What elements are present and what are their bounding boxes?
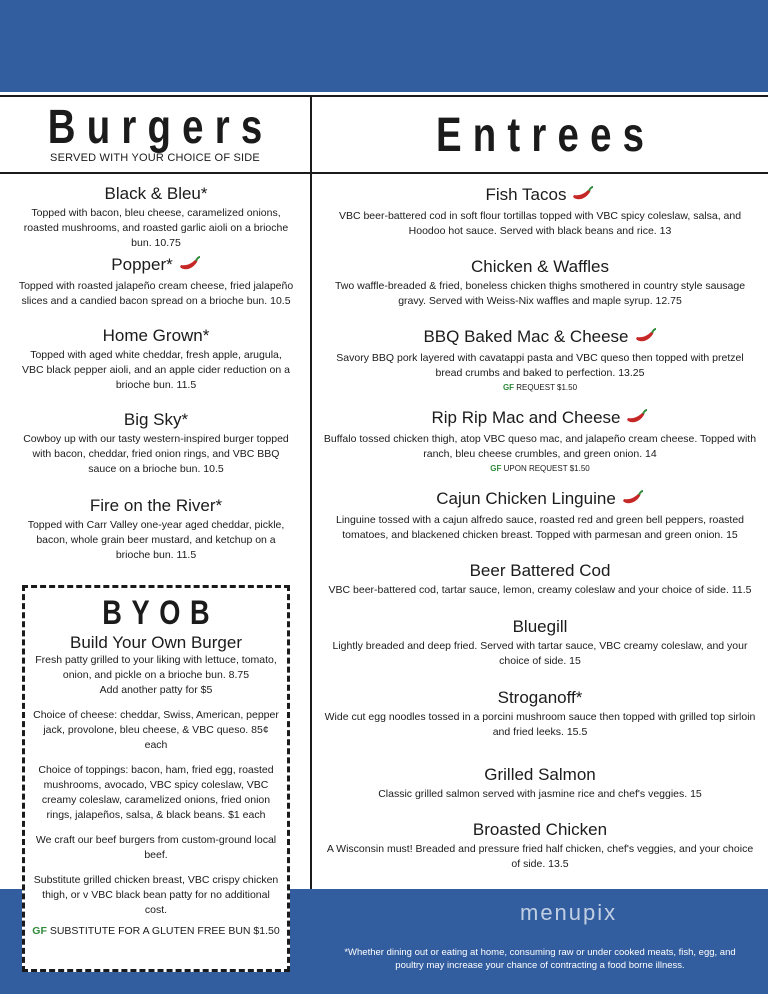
chili-pepper-icon bbox=[570, 186, 594, 207]
item-description: Topped with roasted jalapeño cream cheese, fried jalapeño slices and a candied bacon spread on a brioche bun. 10.5 bbox=[18, 280, 294, 307]
item-description: Topped with bacon, bleu cheese, caramelized onions, roasted mushrooms, and roasted garlic aioli on a brioche bun. 10.75 bbox=[23, 207, 289, 249]
top-banner bbox=[0, 0, 768, 92]
item-name: Stroganoff* bbox=[497, 688, 583, 707]
chili-pepper-icon bbox=[620, 490, 644, 511]
item-name: Beer Battered Cod bbox=[469, 561, 611, 580]
burgers-subheading: SERVED WITH YOUR CHOICE OF SIDE bbox=[50, 152, 260, 164]
menu-item bbox=[322, 257, 758, 309]
item-description: VBC beer-battered cod in soft flour tortillas topped with VBC spicy coleslaw, salsa, and Hoodoo hot sauce. Served with black beans and rice. 13 bbox=[338, 210, 742, 237]
byob-heading: BYOB bbox=[102, 594, 220, 632]
menu-item bbox=[322, 765, 758, 802]
item-name: BBQ Baked Mac & Cheese bbox=[423, 327, 629, 346]
item-name: Fire on the River* bbox=[89, 496, 223, 515]
item-name: Grilled Salmon bbox=[484, 765, 596, 784]
item-description: VBC beer-battered cod, tartar sauce, lemon, creamy coleslaw and your choice of side. 11.5 bbox=[328, 584, 752, 596]
item-description: Savory BBQ pork layered with cavatappi pasta and VBC queso then topped with pretzel bread crumbs and baked to perfection. 13.25 bbox=[336, 352, 744, 379]
menu-item bbox=[322, 561, 758, 598]
item-name: Chicken & Waffles bbox=[471, 257, 609, 276]
menu-item bbox=[322, 688, 758, 740]
watermark: menupix bbox=[520, 900, 618, 925]
menu-item bbox=[18, 326, 294, 393]
gluten-free-note bbox=[322, 464, 758, 473]
chili-pepper-icon bbox=[624, 409, 648, 430]
byob-substitute: Substitute grilled chicken breast, VBC crispy chicken thigh, or v VBC black bean patty for no additional cost. bbox=[33, 874, 279, 916]
item-description: Linguine tossed with a cajun alfredo sauce, roasted red and green bell peppers, roasted tomatoes, and blackened chicken breast. Topped with parmesan and green onion. 15 bbox=[335, 514, 745, 541]
gf-label: GF bbox=[490, 464, 502, 473]
byob-box bbox=[22, 585, 290, 972]
item-name: Cajun Chicken Linguine bbox=[436, 489, 616, 508]
item-description: Buffalo tossed chicken thigh, atop VBC queso mac, and jalapeño cream cheese. Topped with ranch, bleu cheese crumbles, and green onion. 14 bbox=[323, 433, 757, 460]
burgers-heading: Burgers bbox=[47, 101, 274, 154]
chili-pepper-icon bbox=[177, 256, 201, 277]
divider-header bbox=[0, 172, 768, 174]
menu-item bbox=[322, 820, 758, 872]
byob-toppings: Choice of toppings: bacon, ham, fried egg, roasted mushrooms, avocado, VBC spicy coleslaw, VBC creamy coleslaw, caramelized onions, fried onion rings, jalapeños, salsa, & black beans. $1 each bbox=[38, 764, 274, 821]
item-name: Rip Rip Mac and Cheese bbox=[431, 408, 621, 427]
entrees-heading: Entrees bbox=[435, 109, 656, 162]
item-description: Cowboy up with our tasty western-inspired burger topped with bacon, cheddar, fried onion rings, and VBC BBQ sauce on a brioche bun. 10.5 bbox=[23, 433, 289, 475]
item-description: Wide cut egg noodles tossed in a porcini mushroom sauce then topped with grilled top sirloin and fried leeks. 15.5 bbox=[324, 711, 756, 738]
byob-add-patty: Add another patty for $5 bbox=[99, 684, 213, 696]
item-name: Home Grown* bbox=[102, 326, 210, 345]
byob-subheading: Build Your Own Burger bbox=[70, 633, 242, 652]
item-name: Bluegill bbox=[512, 617, 568, 636]
menu-item bbox=[18, 255, 294, 309]
menu-item bbox=[322, 489, 758, 543]
item-description: Classic grilled salmon served with jasmine rice and chef's veggies. 15 bbox=[378, 788, 702, 800]
item-description: A Wisconsin must! Breaded and pressure fried half chicken, chef's veggies, and your choice of side. 13.5 bbox=[326, 843, 754, 870]
menu-item bbox=[322, 185, 758, 239]
menu-item bbox=[18, 184, 294, 251]
food-safety-footnote: *Whether dining out or eating at home, consuming raw or under cooked meats, fish, egg, and poultry may increase your chance of contracting a food borne illness. bbox=[344, 947, 736, 971]
item-name: Black & Bleu* bbox=[104, 184, 208, 203]
column-divider bbox=[310, 95, 312, 890]
divider-top bbox=[0, 95, 768, 97]
item-description: Topped with Carr Valley one-year aged cheddar, pickle, bacon, whole grain beer mustard, and ketchup on a brioche bun. 11.5 bbox=[27, 519, 285, 561]
menu-item bbox=[18, 410, 294, 477]
item-description: Topped with aged white cheddar, fresh apple, arugula, VBC black pepper aioli, and an apple cider reduction on a brioche bun. 11.5 bbox=[22, 349, 290, 391]
byob-craft: We craft our beef burgers from custom-ground local beef. bbox=[35, 834, 277, 861]
item-name: Big Sky* bbox=[123, 410, 189, 429]
menu-item bbox=[18, 496, 294, 563]
item-description: Two waffle-breaded & fried, boneless chicken thighs smothered in country style sausage gravy. Served with Weiss-Nix waffles and maple syrup. 12.75 bbox=[334, 280, 746, 307]
item-name: Popper* bbox=[111, 255, 173, 274]
item-name: Fish Tacos bbox=[485, 185, 567, 204]
gf-note: UPON REQUEST $1.50 bbox=[503, 464, 590, 473]
menu-item bbox=[322, 327, 758, 392]
gluten-free-note bbox=[322, 383, 758, 392]
gf-label: GF bbox=[32, 925, 47, 937]
menu-item bbox=[322, 617, 758, 669]
menu-item bbox=[322, 408, 758, 473]
item-name: Broasted Chicken bbox=[472, 820, 608, 839]
gf-text: SUBSTITUTE FOR A GLUTEN FREE BUN $1.50 bbox=[49, 925, 280, 937]
byob-cheese: Choice of cheese: cheddar, Swiss, American, pepper jack, provolone, bleu cheese, & VBC queso. 85¢ each bbox=[33, 709, 279, 751]
byob-intro: Fresh patty grilled to your liking with lettuce, tomato, onion, and pickle on a brioche bun. 8.75 bbox=[35, 654, 277, 681]
chili-pepper-icon bbox=[633, 328, 657, 349]
item-description: Lightly breaded and deep fried. Served with tartar sauce, VBC creamy coleslaw, and your choice of side. 15 bbox=[332, 640, 748, 667]
gf-note: REQUEST $1.50 bbox=[516, 383, 578, 392]
gf-label: GF bbox=[502, 383, 515, 392]
byob-gluten-free bbox=[25, 924, 287, 939]
